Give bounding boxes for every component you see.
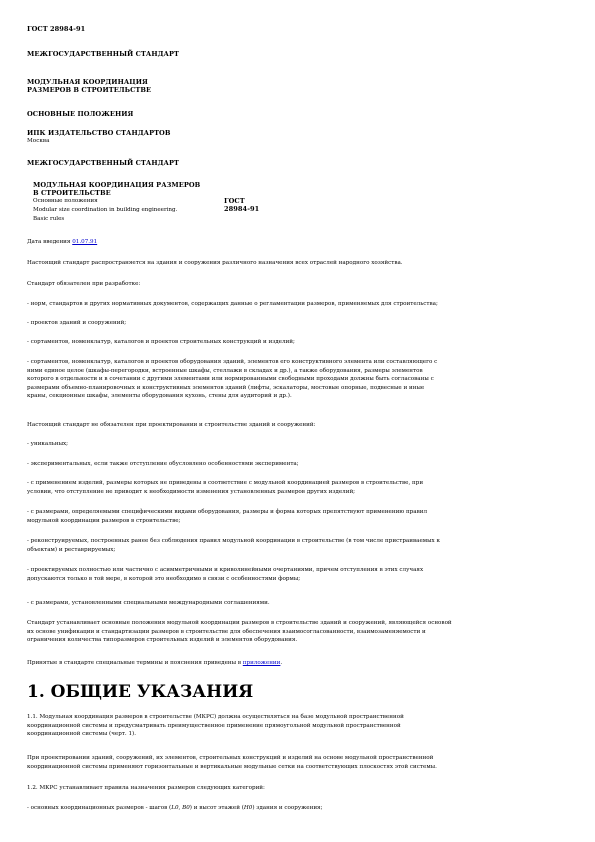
tb-title-line: МОДУЛЬНАЯ КООРДИНАЦИЯ РАЗМЕРОВ xyxy=(33,181,201,189)
tb-code-line: 28984-91 xyxy=(224,205,260,213)
exception-item xyxy=(27,537,575,554)
text-line: ними единое целое (шкафы-перегородки, встроенные шкафы, стеллажи в складах и др.), а также оборудования, размеры элементов xyxy=(27,367,423,374)
text-line: - с размерами, определяемыми специфическими видами оборудования, размеры и форма которых препятствуют применению правил xyxy=(27,509,428,515)
text-line: краны, секционные шкафы, элементы оборудования кухонь, стены для аудиторий и др.). xyxy=(27,393,292,400)
appendix-link[interactable]: приложении xyxy=(242,660,281,666)
section-paragraph xyxy=(27,713,575,739)
list-item: - норм, стандартов и других нормативных документов, содержащих данные о регламентации размеров, применяемых для строительства; xyxy=(27,301,438,307)
text-line: объектам) и реставрируемых; xyxy=(27,546,116,553)
list-item: - проектов зданий и сооружений; xyxy=(27,320,127,326)
terms-paragraph xyxy=(27,659,575,668)
p4-l0: L0 xyxy=(171,805,179,811)
doc-title xyxy=(27,78,151,94)
tb-en-title: Modular size coordination in building engineering. xyxy=(33,207,178,213)
exception-item: - экспериментальных, если также отступление обусловлено особенностями эксперимента; xyxy=(27,461,299,467)
text-line: При проектировании зданий, сооружений, их элементов, строительных конструкций и изделий на основе модульной пространственной xyxy=(27,755,434,761)
p4-b0: B0 xyxy=(182,805,190,811)
mandatory-intro: Стандарт обязателен при разработке: xyxy=(27,281,141,287)
exception-item xyxy=(27,508,575,525)
effective-date-label: Дата введения xyxy=(27,239,71,245)
doc-title-line: РАЗМЕРОВ В СТРОИТЕЛЬСТВЕ xyxy=(27,86,152,94)
exception-item: - уникальных; xyxy=(27,441,69,447)
title-block-left xyxy=(33,181,223,224)
p4-comma: , xyxy=(178,805,183,811)
standard-type: МЕЖГОСУДАРСТВЕННЫЙ СТАНДАРТ xyxy=(27,50,179,58)
text-line: координационной системы применяют горизонтальные и вертикальные модульные сетки на соответствующих плоскостях этой системы. xyxy=(27,763,437,770)
effective-date xyxy=(27,238,575,247)
list-item: - сортаментов, номенклатур, каталогов и проектов строительных конструкций и изделий; xyxy=(27,339,295,345)
tb-en-subtitle: Basic rules xyxy=(33,216,65,222)
text-line: 1.1. Модульная координация размеров в строительстве (МКРС) должна осуществляться на базе модульной пространственной xyxy=(27,714,404,720)
text-line: модульной координации размеров в строительстве; xyxy=(27,517,181,524)
text-line: - проектируемых полностью или частично с асимметричными и криволинейными очертаниями, причем отступления в этих случаях xyxy=(27,567,424,573)
p4-h0: H0 xyxy=(243,805,253,811)
title-block-code xyxy=(224,197,259,213)
standard-type-2: МЕЖГОСУДАРСТВЕННЫЙ СТАНДАРТ xyxy=(27,159,179,167)
text-line: Стандарт устанавливает основные положения модульной координации размеров в строительстве зданий и сооружений, являющейся основой xyxy=(27,620,452,626)
terms-prefix: Принятые в стандарте специальные термины и пояснения приведены в xyxy=(27,660,241,666)
exception-item: - с размерами, установленными специальными международными соглашениями. xyxy=(27,600,270,606)
tb-ru-subtitle: Основные положения xyxy=(33,198,98,204)
publisher-city: Москва xyxy=(27,138,50,144)
effective-date-link[interactable]: 01.07.91 xyxy=(72,239,98,245)
section-paragraph: 1.2. МКРС устанавливает правила назначения размеров следующих категорий: xyxy=(27,785,265,791)
text-line: их основе унификации и стандартизации размеров в строительстве для обеспечения взаимосогласованности, взаимозаменяемости и xyxy=(27,628,426,635)
p4-suffix: ) здания и сооружения; xyxy=(252,805,323,811)
tb-code-line: ГОСТ xyxy=(224,197,245,205)
doc-subtitle: ОСНОВНЫЕ ПОЛОЖЕНИЯ xyxy=(27,110,134,118)
text-line: - реконструируемых, построенных ранее без соблюдения правил модульной координации в строительстве (в том числе пристраиваемых к xyxy=(27,538,440,544)
section-paragraph xyxy=(27,754,575,771)
p4-mid: ) и высот этажей ( xyxy=(189,805,244,811)
list-item-long xyxy=(27,358,575,401)
text-line: размерами объемно-планировочных и конструктивных элементов зданий (лифты, эскалаторы, мостовые опорные, подвесные и иные xyxy=(27,384,425,391)
terms-suffix: . xyxy=(280,660,283,666)
scope-paragraph: Настоящий стандарт распространяется на здания и сооружения различного назначения всех отраслей народного хозяйства. xyxy=(27,260,403,266)
exception-item xyxy=(27,479,575,496)
section-paragraph xyxy=(27,804,575,813)
text-line: допускаются только в той мере, в которой это необходимо в связи с особенностями формы; xyxy=(27,575,301,582)
gost-code: ГОСТ 28984-91 xyxy=(27,25,86,33)
text-line: - с применением изделий, размеры которых не приведены в соответствие с модульной координацией размеров в строительстве, при xyxy=(27,480,424,486)
exception-item xyxy=(27,566,575,583)
doc-title-line: МОДУЛЬНАЯ КООРДИНАЦИЯ xyxy=(27,78,148,86)
text-line: координационной системы (черт. 1). xyxy=(27,731,136,738)
p4-prefix: - основных координационных размеров - шагов ( xyxy=(27,805,172,811)
tb-title-line: В СТРОИТЕЛЬСТВЕ xyxy=(33,189,111,197)
not-mandatory-intro: Настоящий стандарт не обязателен при проектировании и строительстве зданий и сооружений: xyxy=(27,422,316,428)
text-line: ограничения количества типоразмеров строительных изделий и элементов оборудования. xyxy=(27,637,298,644)
publisher xyxy=(27,129,170,145)
text-line: - сортаментов, номенклатур, каталогов и проектов оборудования зданий, элементов его конструктивного элемента или составляющего с xyxy=(27,359,438,365)
text-line: координационной системы и предусматривать преимущественное применение прямоугольной модульной пространственной xyxy=(27,722,401,729)
text-line: которого в отдельности и в сочетании с другими элементами или нормированными свободными проходами должны быть согласованы с xyxy=(27,376,434,383)
section-heading: 1. ОБЩИЕ УКАЗАНИЯ xyxy=(27,682,254,702)
text-line: условии, что отступление не приводит к необходимости изменения установленных размеров других изделий; xyxy=(27,488,356,495)
publisher-name: ИПК ИЗДАТЕЛЬСТВО СТАНДАРТОВ xyxy=(27,129,171,137)
basis-paragraph xyxy=(27,619,575,645)
